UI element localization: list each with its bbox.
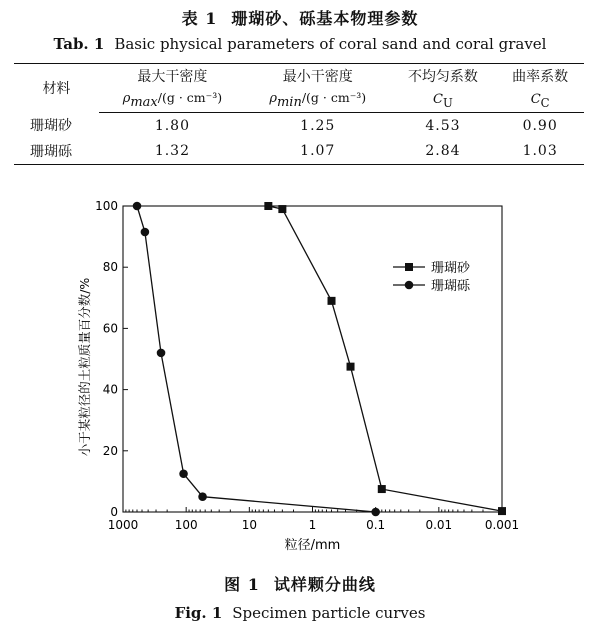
value-cell: 2.84 <box>390 138 497 165</box>
table-row <box>14 138 584 165</box>
chart-series <box>133 202 506 517</box>
data-point-square <box>347 363 355 371</box>
column-header-symbol: $C_U$ <box>390 88 497 112</box>
x-tick-label: 1 <box>308 518 317 532</box>
parameters-table <box>14 63 584 165</box>
table-caption-en-text: Basic physical parameters of coral sand and coral gravel <box>114 35 547 53</box>
data-point-square <box>498 507 506 515</box>
data-point-circle <box>141 228 150 237</box>
figure-caption-cn-label: 图 1 <box>224 575 260 594</box>
y-tick-label: 100 <box>95 199 118 213</box>
table-header-row <box>14 64 584 89</box>
series-line <box>137 206 376 512</box>
material-cell: 珊瑚砾 <box>14 138 99 165</box>
x-tick-label: 0.001 <box>484 518 520 532</box>
data-point-circle <box>371 508 380 517</box>
figure-caption-en-label: Fig. 1 <box>174 604 223 622</box>
data-point-square <box>378 485 386 493</box>
material-cell: 珊瑚砂 <box>30 118 72 135</box>
column-header-symbol: $C_C$ <box>496 88 584 112</box>
table-caption-en <box>0 35 600 53</box>
figure-caption-cn <box>0 572 600 595</box>
y-tick-label: 80 <box>102 260 118 275</box>
y-tick-label: 40 <box>102 382 118 397</box>
y-tick-label: 20 <box>102 443 118 458</box>
data-point-square <box>278 205 286 213</box>
value-cell: 4.53 <box>425 117 461 134</box>
figure-caption-en-text: Specimen particle curves <box>232 604 426 622</box>
column-header-symbol: $\rho_{min}/(g \cdot cm^{-3})$ <box>246 88 390 112</box>
chart-axes <box>77 199 519 553</box>
x-tick-label: 10 <box>241 518 257 532</box>
table-caption-en-label: Tab. 1 <box>53 35 105 53</box>
column-header-symbol: $\rho_{max}/(g \cdot cm^{-3})$ <box>99 88 246 112</box>
material-header: 材料 <box>14 64 99 113</box>
column-header-name: 最小干密度 <box>246 64 390 89</box>
data-point-circle <box>198 492 207 501</box>
x-tick-label: 0.01 <box>425 518 453 532</box>
x-tick-label: 1000 <box>107 518 139 532</box>
table-symbol-row <box>14 88 584 112</box>
data-point-square <box>328 297 336 305</box>
data-point-square <box>264 202 272 210</box>
value-cell: 1.32 <box>99 138 246 165</box>
y-tick-label: 0 <box>110 505 118 519</box>
column-header-name: 曲率系数 <box>496 64 584 89</box>
plot-frame <box>123 206 502 512</box>
data-point-square <box>405 263 413 271</box>
legend-label: 珊瑚砂 <box>431 261 471 276</box>
y-axis-label: 小于某粒径的土粒质量百分数/% <box>77 277 92 457</box>
figure-caption-en <box>0 604 600 622</box>
data-point-circle <box>179 469 188 478</box>
column-header-name: 不均匀系数 <box>390 64 497 89</box>
legend-label: 珊瑚砾 <box>431 279 471 294</box>
chart-legend <box>393 260 471 294</box>
series-line <box>268 206 502 511</box>
table-caption-cn <box>0 6 600 29</box>
data-point-circle <box>405 281 414 290</box>
value-cell: 1.03 <box>496 138 584 165</box>
value-cell: 1.80 <box>154 117 190 134</box>
y-tick-label: 60 <box>102 321 118 336</box>
value-cell: 1.07 <box>246 138 390 165</box>
figure-caption-cn-text: 试样颗分曲线 <box>273 575 376 594</box>
data-point-circle <box>133 202 142 211</box>
data-point-circle <box>157 349 166 358</box>
table-caption-cn-text: 珊瑚砂、砾基本物理参数 <box>231 9 419 28</box>
value-cell: 1.25 <box>300 117 336 134</box>
x-tick-label: 100 <box>174 518 198 532</box>
table-row <box>14 112 584 138</box>
x-tick-label: 0.1 <box>366 518 386 532</box>
x-axis-label: 粒径/mm <box>284 538 341 553</box>
value-cell: 0.90 <box>522 117 558 134</box>
table-caption-cn-label: 表 1 <box>181 9 218 28</box>
column-header-name: 最大干密度 <box>99 64 246 89</box>
particle-size-chart <box>0 190 600 560</box>
